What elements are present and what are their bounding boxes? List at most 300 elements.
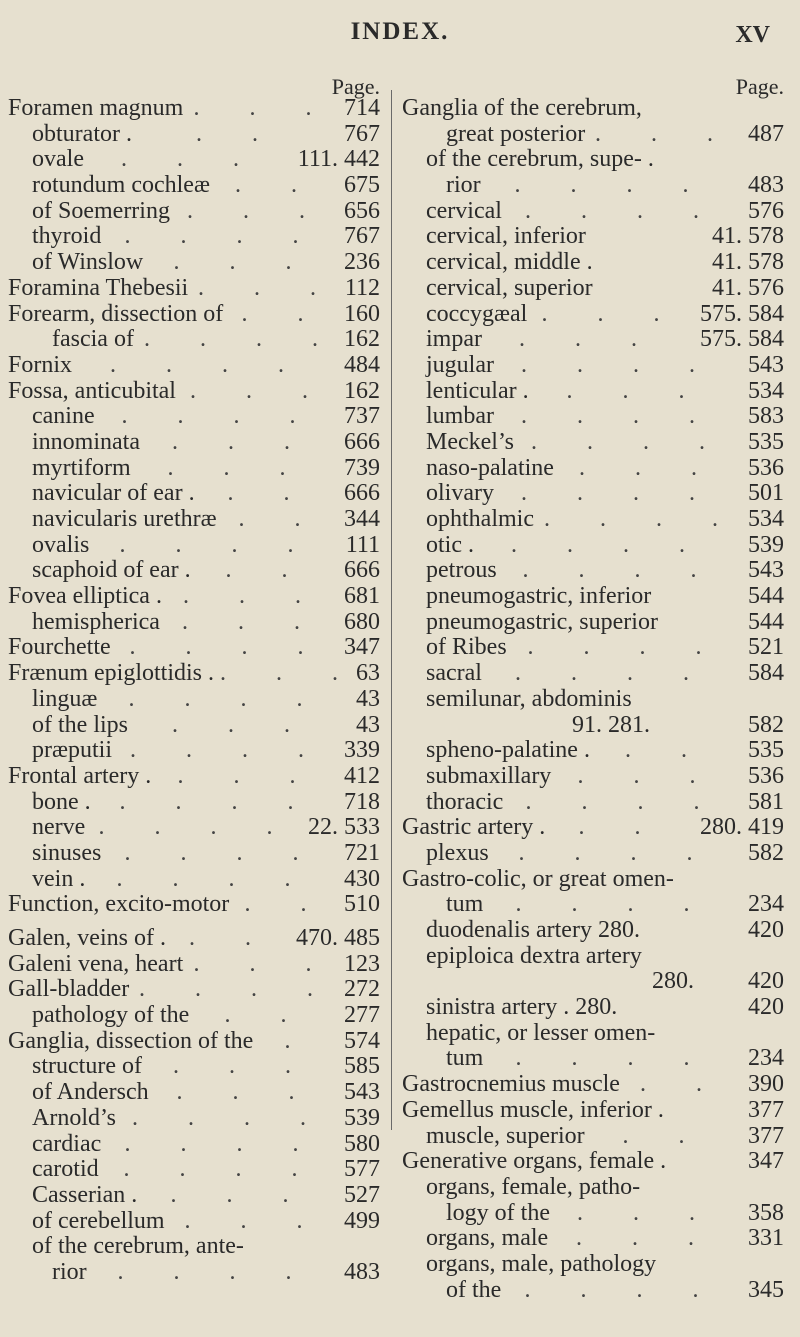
entry-text: cervical bbox=[426, 197, 502, 224]
entry-text: of the lips bbox=[32, 711, 128, 738]
entry-text: canine bbox=[32, 403, 95, 430]
index-entry bbox=[8, 790, 388, 816]
entry-page-number: 345 bbox=[748, 1276, 784, 1303]
entry-page-number: 358 bbox=[748, 1199, 784, 1226]
entry-page-number: 162 bbox=[344, 326, 380, 353]
entry-text: sinuses bbox=[32, 839, 102, 866]
entry-page-number: 575. 584 bbox=[700, 326, 784, 353]
entry-text: cervical, inferior bbox=[426, 223, 586, 250]
leader-dots: . . . bbox=[121, 146, 261, 173]
leader-dots: . . . bbox=[190, 377, 330, 404]
index-entry bbox=[402, 353, 788, 379]
index-entry bbox=[402, 713, 788, 739]
leader-dots: . . . bbox=[173, 249, 314, 276]
index-entry bbox=[402, 1252, 788, 1278]
entry-text: of Winslow bbox=[32, 249, 144, 276]
entry-text: pneumogastric, inferior bbox=[426, 583, 652, 610]
index-entry bbox=[8, 302, 388, 328]
index-entry bbox=[8, 952, 388, 978]
entry-text: tum bbox=[446, 1045, 484, 1072]
entry-page-number: 377 bbox=[748, 1122, 784, 1149]
leader-dots: . . . bbox=[187, 197, 327, 224]
index-entry bbox=[8, 173, 388, 199]
index-entry bbox=[8, 1157, 388, 1183]
leader-dots: . . . . bbox=[531, 428, 727, 455]
leader-dots: . . . bbox=[170, 1181, 311, 1208]
leader-dots: . . bbox=[196, 120, 280, 147]
index-entry bbox=[402, 944, 788, 970]
index-entry bbox=[402, 96, 788, 122]
index-entry bbox=[402, 584, 788, 610]
page-number: XV bbox=[735, 22, 770, 48]
index-entry bbox=[402, 481, 788, 507]
entry-text: navicularis urethræ bbox=[32, 506, 217, 532]
entry-page-number: 681 bbox=[344, 583, 380, 610]
leader-dots: . . bbox=[225, 557, 310, 584]
leader-dots: . . . . bbox=[521, 351, 717, 378]
entry-page-number: 63 bbox=[356, 660, 380, 687]
index-entry bbox=[8, 430, 388, 456]
leader-dots: . . bbox=[224, 1002, 309, 1029]
entry-page-number: 577 bbox=[344, 1156, 380, 1183]
index-entry bbox=[402, 250, 788, 276]
entry-text: petrous bbox=[426, 557, 497, 584]
index-entry bbox=[402, 1226, 788, 1252]
index-entry bbox=[8, 1260, 388, 1286]
leader-dots: . . . . bbox=[129, 634, 326, 661]
entry-text: rior bbox=[446, 172, 481, 199]
index-entry bbox=[402, 379, 788, 405]
entry-text: of Ribes bbox=[426, 634, 507, 661]
entry-page-number: 714 bbox=[344, 95, 380, 121]
index-entry bbox=[402, 969, 788, 995]
entry-text: of the bbox=[446, 1276, 502, 1303]
entry-page-number: 539 bbox=[344, 1104, 380, 1131]
index-entry bbox=[8, 977, 388, 1003]
entry-page-number: 543 bbox=[344, 1079, 380, 1106]
index-entry bbox=[8, 122, 388, 148]
entry-text: pneumogastric, superior bbox=[426, 608, 658, 635]
entry-text: cervical, middle . bbox=[426, 249, 593, 276]
entry-page-number: 234 bbox=[748, 1045, 784, 1072]
index-entry bbox=[402, 738, 788, 764]
entry-page-number: 583 bbox=[748, 403, 784, 430]
leader-dots: . . . bbox=[173, 1053, 313, 1080]
entry-page-number: 580 bbox=[344, 1130, 380, 1157]
entry-text: præputii bbox=[32, 737, 113, 764]
entry-text: of Soemerring bbox=[32, 197, 170, 224]
index-entry bbox=[8, 353, 388, 379]
entry-text: 91. 281. bbox=[572, 711, 650, 738]
entry-page-number: 535 bbox=[748, 737, 784, 764]
entry-page-number: 536 bbox=[748, 454, 784, 481]
entry-page-number: 420 bbox=[748, 994, 784, 1021]
entry-text: coccygæal bbox=[426, 300, 528, 327]
index-entry bbox=[402, 764, 788, 790]
entry-text: Gastrocnemius muscle bbox=[402, 1071, 620, 1098]
index-entry bbox=[8, 584, 388, 610]
leader-dots: . . . . bbox=[117, 1258, 314, 1285]
entry-page-number: 347 bbox=[344, 634, 380, 661]
entry-text: hemispherica bbox=[32, 608, 160, 635]
leader-dots: . . . . bbox=[130, 737, 326, 764]
entry-text: Gall-bladder bbox=[8, 976, 130, 1003]
entry-page-number: 534 bbox=[748, 377, 784, 404]
entry-page-number: 162 bbox=[344, 377, 380, 404]
leader-dots: . . bbox=[227, 480, 312, 507]
index-entry bbox=[402, 815, 788, 841]
entry-text: organs, male, pathology bbox=[426, 1250, 657, 1277]
leader-dots: . . . . bbox=[124, 1130, 321, 1157]
running-head bbox=[0, 18, 800, 58]
index-entry bbox=[8, 1054, 388, 1080]
index-entry bbox=[8, 276, 388, 302]
index-entry bbox=[8, 1132, 388, 1158]
entry-page-number: 534 bbox=[748, 506, 784, 532]
index-entry bbox=[8, 1183, 388, 1209]
entry-page-number: 575. 584 bbox=[700, 300, 784, 327]
leader-dots: . . bbox=[241, 300, 326, 327]
entry-page-number: 656 bbox=[344, 197, 380, 224]
entry-page-number: 430 bbox=[344, 865, 380, 892]
index-entry bbox=[402, 173, 788, 199]
leader-dots: . . . . bbox=[98, 814, 295, 841]
entry-page-number: 539 bbox=[748, 531, 784, 558]
index-entry bbox=[8, 507, 388, 533]
entry-page-number: 111 bbox=[345, 531, 380, 558]
leader-dots: . . . . bbox=[522, 557, 719, 584]
entry-text: lumbar bbox=[426, 403, 494, 430]
index-entry bbox=[402, 404, 788, 430]
entry-text: jugular bbox=[426, 351, 494, 378]
index-entry bbox=[402, 507, 788, 533]
leader-dots: . . bbox=[235, 172, 319, 199]
entry-text: Foramina Thebesii bbox=[8, 274, 189, 301]
entry-page-number: 536 bbox=[748, 762, 784, 789]
leader-dots: . . . . bbox=[124, 839, 321, 866]
index-entry bbox=[402, 1072, 788, 1098]
entry-text: navicular of ear . bbox=[32, 480, 195, 507]
leader-dots: . . . . bbox=[121, 403, 318, 430]
leader-dots: . . . . bbox=[139, 976, 335, 1003]
leader-dots: . . . bbox=[220, 660, 360, 687]
index-entry bbox=[8, 926, 388, 952]
entry-text: carotid bbox=[32, 1156, 99, 1183]
leader-dots: . . . bbox=[167, 454, 308, 481]
entry-page-number: 501 bbox=[748, 480, 784, 507]
leader-dots: . . bbox=[578, 814, 663, 841]
leader-dots: . . . . bbox=[116, 865, 313, 892]
entry-page-number: 487 bbox=[748, 120, 784, 147]
entry-page-number: 535 bbox=[748, 428, 784, 455]
leader-dots: . . bbox=[625, 737, 709, 764]
leader-dots: . . . . bbox=[119, 788, 316, 815]
leader-dots: . . . bbox=[519, 326, 659, 353]
entry-text: ovalis bbox=[32, 531, 90, 558]
entry-text: Ganglia of the cerebrum, bbox=[402, 95, 642, 121]
leader-dots: . . . . bbox=[544, 506, 740, 532]
index-entry bbox=[402, 533, 788, 559]
index-entry bbox=[402, 1046, 788, 1072]
entry-text: pathology of the bbox=[32, 1002, 190, 1029]
leader-dots: . . . . bbox=[119, 531, 316, 558]
leader-dots: . . . bbox=[177, 762, 318, 789]
index-entry bbox=[8, 1234, 388, 1260]
leader-dots: . . . . bbox=[525, 197, 721, 224]
index-entry bbox=[8, 1106, 388, 1132]
leader-dots: . . . . bbox=[144, 326, 340, 353]
index-entry bbox=[402, 1021, 788, 1047]
entry-page-number: 339 bbox=[344, 737, 380, 764]
entry-text: lenticular . bbox=[426, 377, 529, 404]
entry-page-number: 680 bbox=[344, 608, 380, 635]
entry-page-number: 499 bbox=[344, 1207, 380, 1234]
leader-dots: . . . bbox=[184, 1207, 325, 1234]
entry-text: Forearm, dissection of bbox=[8, 300, 224, 327]
index-entry bbox=[8, 1209, 388, 1235]
entry-text: semilunar, abdominis bbox=[426, 685, 632, 712]
entry-text: olivary bbox=[426, 480, 494, 507]
entry-page-number: 718 bbox=[344, 788, 380, 815]
entry-page-number: 272 bbox=[344, 976, 380, 1003]
leader-dots: . . . . bbox=[132, 1104, 328, 1131]
entry-text: tum bbox=[446, 891, 484, 918]
index-entry bbox=[8, 687, 388, 713]
entry-page-number: 585 bbox=[344, 1053, 380, 1080]
entry-text: Frænum epiglottidis . bbox=[8, 660, 215, 687]
entry-text: Foramen magnum bbox=[8, 95, 184, 121]
index-entry bbox=[402, 610, 788, 636]
leader-dots: . . . bbox=[193, 95, 334, 121]
index-entry bbox=[402, 790, 788, 816]
index-entry bbox=[402, 661, 788, 687]
leader-dots: . . . . bbox=[518, 839, 715, 866]
leader-dots: . . . bbox=[176, 1079, 317, 1106]
leader-dots: . . . bbox=[183, 583, 323, 610]
leader-dots: . . . bbox=[182, 608, 322, 635]
entry-page-number: 22. 533 bbox=[308, 814, 380, 841]
leader-dots: . . . bbox=[541, 300, 682, 327]
entry-page-number: 277 bbox=[344, 1002, 380, 1029]
leader-dots: . . . . bbox=[123, 1156, 320, 1183]
index-entry bbox=[8, 738, 388, 764]
leader-dots: . . . bbox=[172, 711, 312, 738]
entry-text: Galen, veins of . bbox=[8, 925, 166, 951]
index-entry bbox=[402, 276, 788, 302]
entry-page-number: 544 bbox=[748, 583, 784, 610]
entry-page-number: 721 bbox=[344, 839, 380, 866]
index-entry bbox=[8, 224, 388, 250]
index-entry bbox=[402, 1201, 788, 1227]
entry-text: Function, excito-motor bbox=[8, 891, 230, 918]
entry-text: Fourchette bbox=[8, 634, 111, 661]
entry-text: ovale bbox=[32, 146, 84, 173]
index-entry bbox=[8, 635, 388, 661]
index-entry bbox=[402, 841, 788, 867]
index-entry bbox=[402, 918, 788, 944]
entry-page-number: 390 bbox=[748, 1071, 784, 1098]
entry-page-number: 470. 485 bbox=[296, 925, 380, 951]
leader-dots: . . bbox=[238, 506, 323, 532]
entry-text: Frontal artery . bbox=[8, 762, 152, 789]
entry-text: of the cerebrum, supe- . bbox=[426, 146, 654, 173]
index-entry bbox=[8, 379, 388, 405]
entry-page-number: 41. 578 bbox=[712, 249, 784, 276]
entry-text: innominata bbox=[32, 428, 140, 455]
entry-text: structure of bbox=[32, 1053, 142, 1080]
entry-text: of cerebellum bbox=[32, 1207, 165, 1234]
entry-text: thoracic bbox=[426, 788, 504, 815]
entry-page-number: 420 bbox=[748, 968, 784, 995]
entry-page-number: 483 bbox=[748, 172, 784, 199]
entry-text: obturator . bbox=[32, 120, 132, 147]
entry-text: Gastro-colic, or great omen- bbox=[402, 865, 674, 892]
entry-text: of the cerebrum, ante- bbox=[32, 1233, 244, 1260]
index-entry bbox=[402, 302, 788, 328]
index-entry bbox=[8, 456, 388, 482]
index-entry bbox=[402, 1278, 788, 1304]
entry-text: logy of the bbox=[446, 1199, 550, 1226]
entry-text: Fornix bbox=[8, 351, 73, 378]
index-entry bbox=[8, 841, 388, 867]
leader-dots: . . bbox=[189, 925, 273, 951]
leader-dots: . . . bbox=[579, 454, 719, 481]
entry-page-number: 737 bbox=[344, 403, 380, 430]
index-entry bbox=[8, 892, 388, 918]
index-entry bbox=[402, 430, 788, 456]
entry-text: hepatic, or lesser omen- bbox=[426, 1019, 656, 1046]
entry-page-number: 527 bbox=[344, 1181, 380, 1208]
entry-text: linguæ bbox=[32, 685, 98, 712]
index-entry bbox=[8, 481, 388, 507]
entry-text: sacral bbox=[426, 660, 482, 687]
index-entry bbox=[402, 558, 788, 584]
entry-text: Gemellus muscle, inferior . bbox=[402, 1096, 664, 1123]
leader-dots: . bbox=[284, 1027, 313, 1054]
leader-dots: . . . bbox=[576, 1225, 716, 1252]
entry-text: scaphoid of ear . bbox=[32, 557, 191, 584]
index-entry bbox=[8, 661, 388, 687]
leader-dots: . . . . bbox=[128, 685, 325, 712]
leader-dots: . . . . bbox=[124, 223, 321, 250]
entry-text: great posterior bbox=[446, 120, 586, 147]
entry-text: epiploica dextra artery bbox=[426, 942, 642, 969]
entry-page-number: 543 bbox=[748, 557, 784, 584]
leader-dots: . . . . bbox=[515, 660, 711, 687]
leader-dots: . . bbox=[244, 891, 329, 918]
index-entry bbox=[8, 713, 388, 739]
right-column-page-label: Page. bbox=[735, 74, 784, 99]
entry-page-number: 236 bbox=[344, 249, 380, 276]
index-entry bbox=[402, 892, 788, 918]
entry-page-number: 510 bbox=[344, 891, 380, 918]
entry-page-number: 41. 576 bbox=[712, 274, 784, 301]
entry-text: rior bbox=[52, 1258, 87, 1285]
entry-text: organs, male bbox=[426, 1225, 549, 1252]
entry-text: otic . bbox=[426, 531, 474, 558]
entry-text: impar bbox=[426, 326, 482, 353]
entry-page-number: 675 bbox=[344, 172, 380, 199]
index-entry bbox=[8, 1080, 388, 1106]
index-entry bbox=[402, 687, 788, 713]
entry-page-number: 280. 419 bbox=[700, 814, 784, 841]
index-entry bbox=[402, 1124, 788, 1150]
entry-text: Casserian . bbox=[32, 1181, 138, 1208]
leader-dots: . . . . bbox=[515, 891, 712, 918]
index-entry bbox=[8, 558, 388, 584]
left-column-page-label: Page. bbox=[331, 74, 380, 99]
leader-dots: . . . . bbox=[514, 172, 711, 199]
index-entry bbox=[402, 122, 788, 148]
index-entry bbox=[402, 995, 788, 1021]
leader-dots: . . . . bbox=[110, 351, 306, 378]
entry-page-number: 767 bbox=[344, 120, 380, 147]
entry-page-number: 331 bbox=[748, 1225, 784, 1252]
entry-page-number: 420 bbox=[748, 917, 784, 943]
entry-page-number: 377 bbox=[748, 1096, 784, 1123]
entry-page-number: 666 bbox=[344, 480, 380, 507]
entry-page-number: 483 bbox=[344, 1258, 380, 1285]
page-title: INDEX. bbox=[350, 18, 450, 45]
leader-dots: . . . bbox=[193, 950, 334, 977]
leader-dots: . . . bbox=[172, 428, 312, 455]
entry-text: muscle, superior bbox=[426, 1122, 585, 1149]
entry-page-number: 41. 578 bbox=[712, 223, 784, 250]
entry-page-number: 160 bbox=[344, 300, 380, 327]
leader-dots: . . bbox=[622, 1122, 707, 1149]
entry-page-number: 521 bbox=[748, 634, 784, 661]
index-entry bbox=[8, 199, 388, 225]
entry-text: ophthalmic bbox=[426, 506, 534, 532]
entry-page-number: 544 bbox=[748, 608, 784, 635]
entry-page-number: 584 bbox=[748, 660, 784, 687]
index-entry bbox=[8, 867, 388, 893]
entry-text: duodenalis artery 280. bbox=[426, 917, 640, 943]
entry-page-number: 344 bbox=[344, 506, 380, 532]
right-column bbox=[402, 96, 788, 1303]
entry-text: nerve bbox=[32, 814, 86, 841]
entry-text: myrtiform bbox=[32, 454, 131, 481]
index-entry bbox=[402, 456, 788, 482]
index-entry bbox=[402, 1098, 788, 1124]
entry-text: Fossa, anticubital bbox=[8, 377, 176, 404]
leader-dots: . . bbox=[640, 1071, 724, 1098]
entry-text: vein . bbox=[32, 865, 86, 892]
leader-dots: . . . bbox=[198, 274, 338, 301]
entry-page-number: 234 bbox=[748, 891, 784, 918]
entry-text: cardiac bbox=[32, 1130, 102, 1157]
entry-page-number: 581 bbox=[748, 788, 784, 815]
left-column bbox=[8, 96, 388, 1286]
entry-text: thyroid bbox=[32, 223, 102, 250]
entry-page-number: 582 bbox=[748, 839, 784, 866]
entry-page-number: 123 bbox=[344, 950, 380, 977]
index-entry bbox=[8, 96, 388, 122]
index-entry bbox=[8, 610, 388, 636]
leader-dots: . . . . bbox=[521, 480, 717, 507]
leader-dots: . . . . bbox=[525, 788, 722, 815]
entry-page-number: 574 bbox=[344, 1027, 380, 1054]
entry-page-number: 576 bbox=[748, 197, 784, 224]
leader-dots: . . . bbox=[595, 120, 735, 147]
entry-text: submaxillary bbox=[426, 762, 552, 789]
entry-text: Fovea elliptica . bbox=[8, 583, 162, 610]
leader-dots: . . . . bbox=[511, 531, 707, 558]
entry-page-number: 347 bbox=[748, 1148, 784, 1175]
entry-page-number: 43 bbox=[356, 711, 380, 738]
entry-text: Generative organs, female . bbox=[402, 1148, 667, 1175]
index-entry bbox=[402, 867, 788, 893]
